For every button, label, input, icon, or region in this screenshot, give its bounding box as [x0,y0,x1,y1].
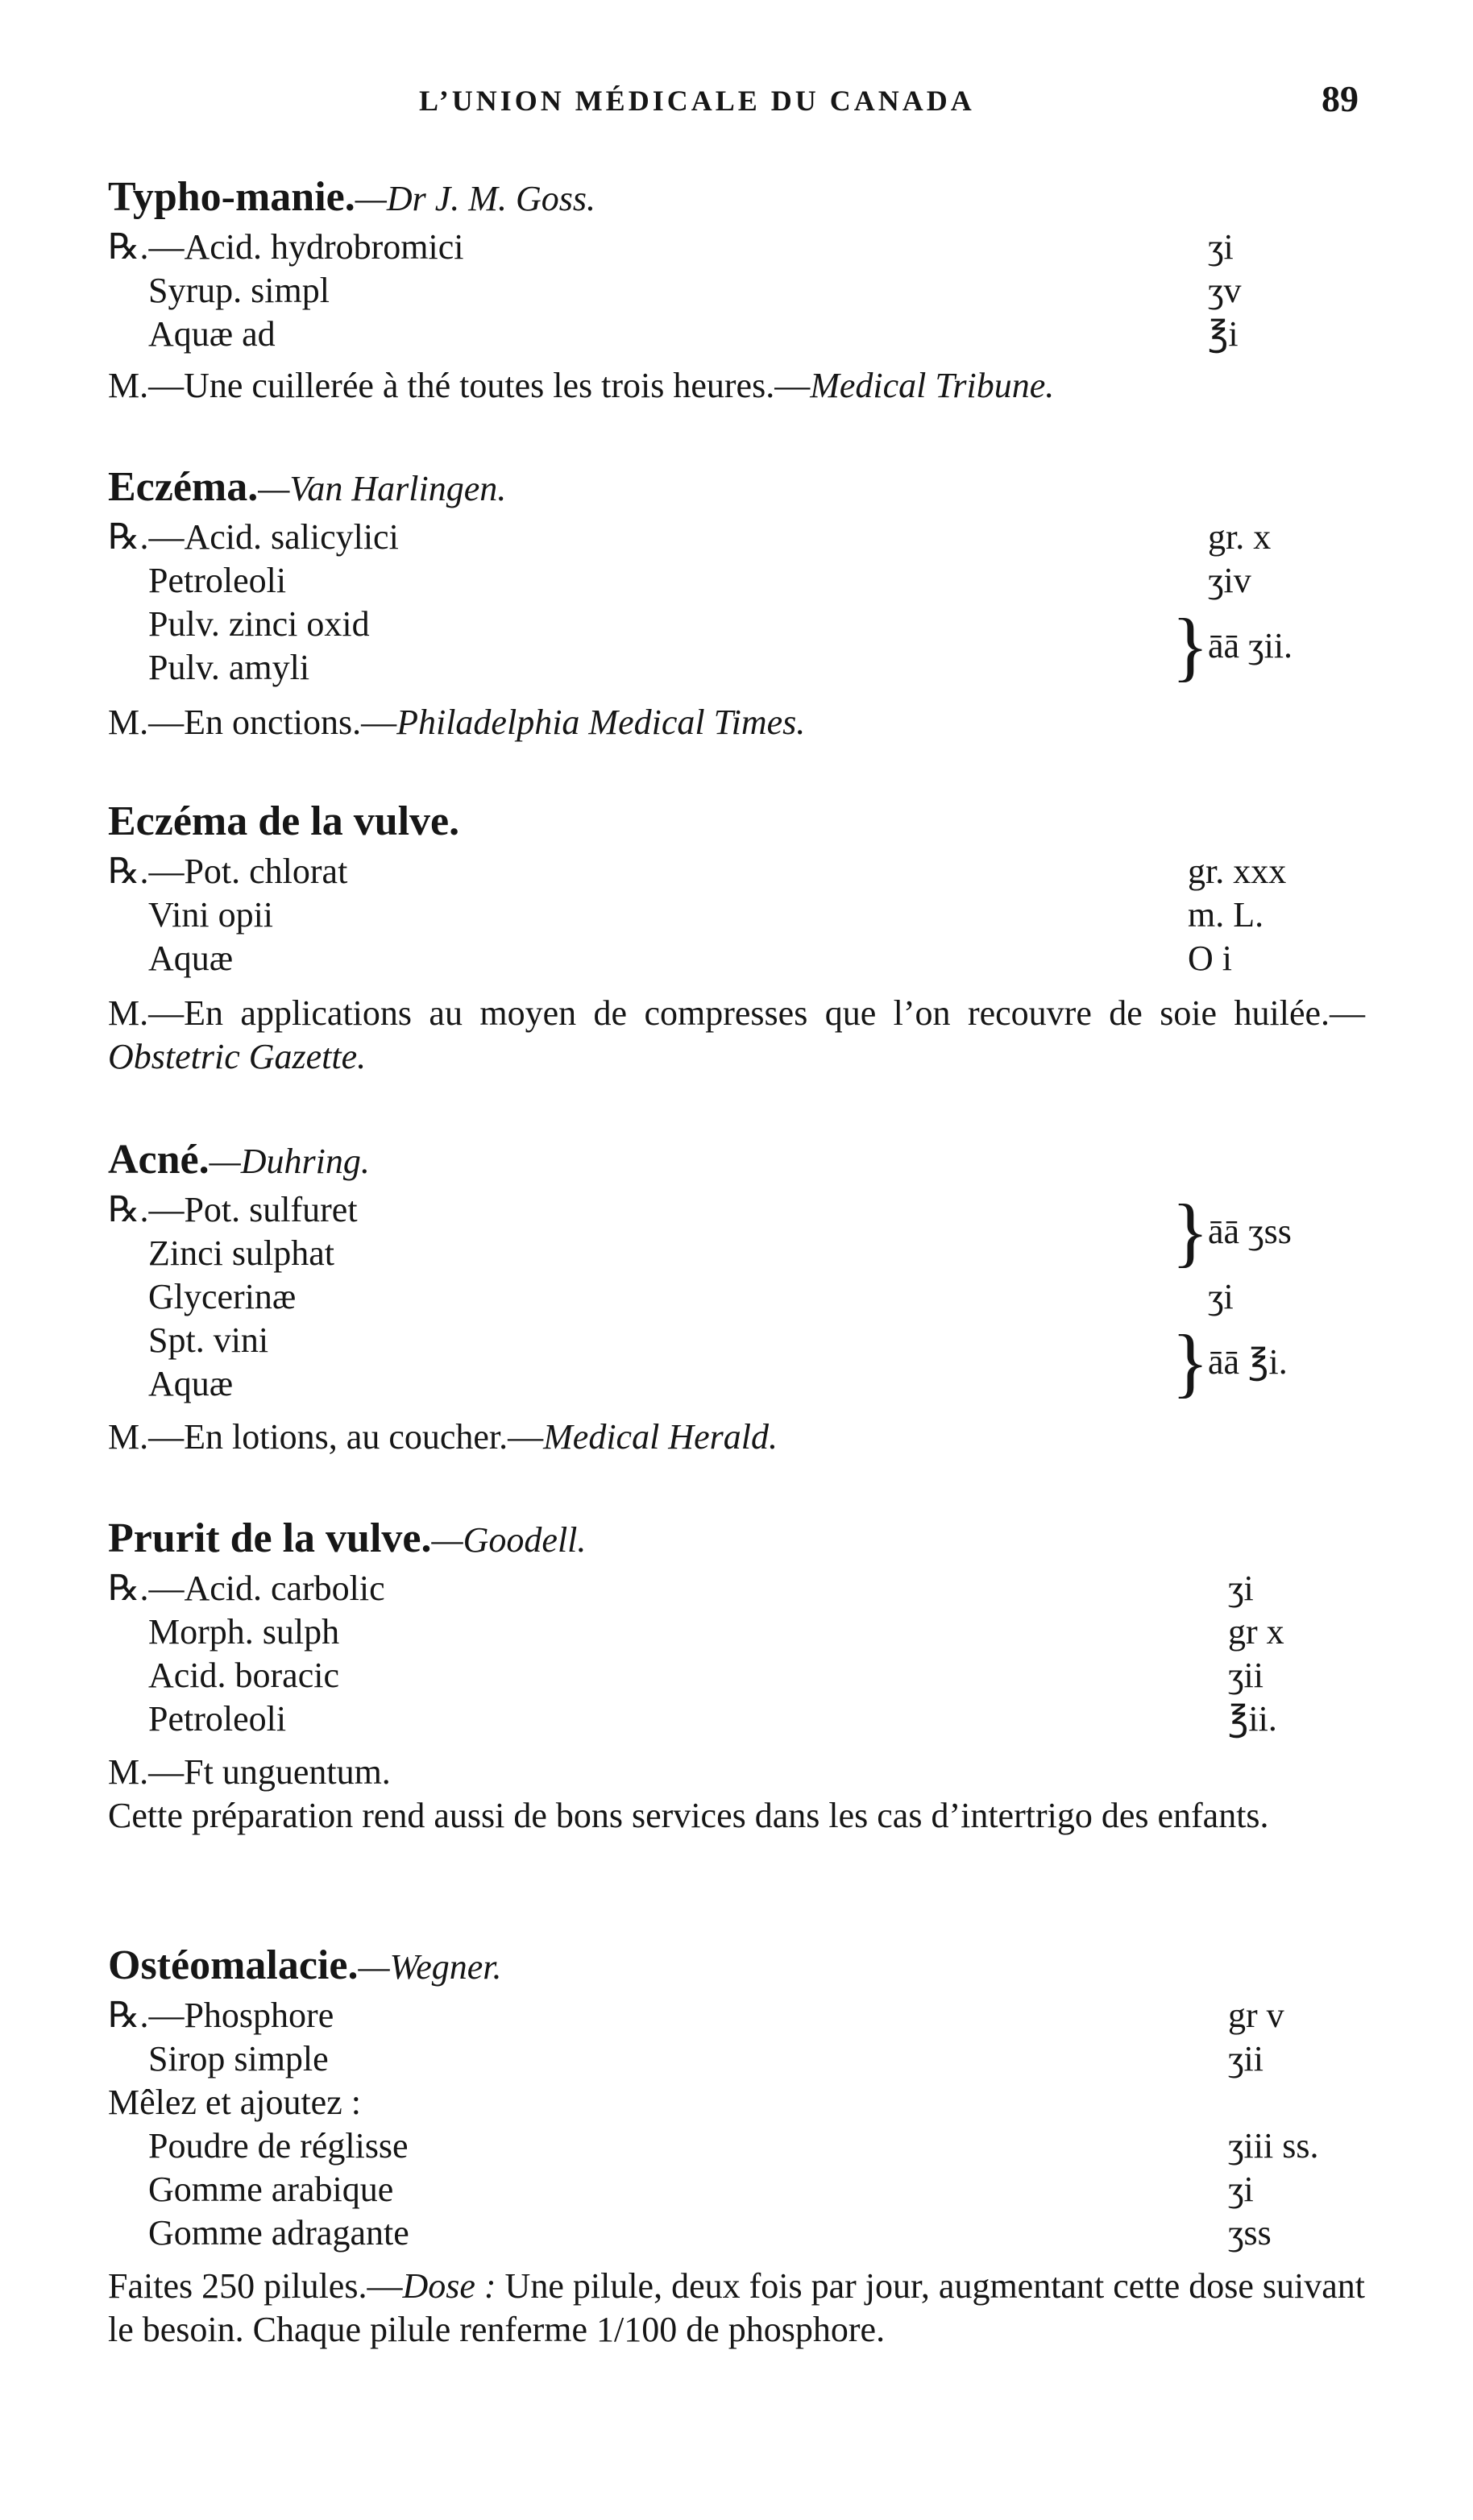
prescription-line [108,559,1365,603]
quantity: ʒii [1228,2039,1263,2079]
ingredient: ℞.—Acid. carbolic [108,1569,385,1608]
title-text: Prurit de la vulve. [108,1515,432,1561]
running-header: L’UNION MÉDICALE DU CANADA [419,85,975,117]
source: Medical Herald. [543,1417,778,1457]
quantity: ʒiii ss. [1228,2126,1319,2166]
title-text: Acné. [108,1137,210,1183]
quantity: āā ʒss [1208,1212,1292,1251]
prescription-line [108,1697,1365,1741]
prescription-line [108,850,1365,893]
section-title [108,1132,1365,1188]
quantity: ʒi [1228,1569,1254,1608]
quantity: ʒiv [1208,561,1251,600]
ingredient: Poudre de réglisse [148,2126,409,2166]
ingredient: Pulv. zinci oxid [148,604,370,644]
source: Medical Tribune. [810,366,1055,405]
prescription-line [108,313,1365,356]
prescription-line [108,893,1365,937]
instruction-text: M.—En onctions.— [108,703,397,742]
ingredient: Vini opii [148,895,274,935]
brace-group [108,603,1365,690]
prescription-line [108,269,1365,313]
section-eczema-vulve [108,794,1365,1079]
note: Cette préparation rend aussi de bons services dans les cas d’intertrigo des enfants. [108,1796,1269,1835]
instruction-text: M.—Une cuillerée à thé toutes les trois heures.— [108,366,811,405]
prescription-line [108,1275,1365,1319]
quantity: ʒi [1208,227,1234,267]
title-text: Ostéomalacie. [108,1942,359,1988]
section-title [108,169,1365,226]
ingredient: Syrup. simpl [148,271,330,310]
quantity: gr x [1228,1612,1284,1652]
ingredient: ℞.—Phosphore [108,1996,334,2035]
dose-label: Dose : [402,2266,496,2306]
brace-group [108,1319,1365,1406]
ingredient: Gomme adragante [148,2213,409,2253]
section-title [108,459,1365,516]
ingredient: Petroleoli [148,561,287,600]
quantity: ʒv [1208,271,1242,310]
title-text: Eczéma de la vulve. [108,798,460,844]
instructions: Mêlez et ajoutez : [108,2083,361,2122]
section-typho-manie [108,169,1365,408]
section-title [108,1511,1365,1567]
quantity: gr. xxx [1188,852,1287,891]
brace-icon: } [1172,603,1210,689]
prescription-line [108,226,1365,269]
author: —Dr J. M. Goss. [355,179,595,218]
prescription-line [108,2124,1365,2168]
prescription-line [108,937,1365,980]
quantity: āā ℥i. [1208,1342,1288,1382]
quantity: ʒi [1208,1277,1234,1316]
brace-group [108,1188,1365,1275]
author: —Duhring. [209,1142,370,1181]
quantity: ℥i [1208,314,1239,354]
quantity: O i [1188,939,1232,978]
quantity: ℥ii. [1228,1699,1277,1739]
final-text-b: Une pilule, deux fois par jour, augmentant cette dose suivant le besoin. Chaque pilule renferme 1/100 de phosphore. [108,2266,1365,2349]
ingredient: Morph. sulph [148,1612,340,1652]
final-text-a: Faites 250 pilules.— [108,2266,403,2306]
source: Philadelphia Medical Times. [396,703,806,742]
prescription-line [108,1567,1365,1610]
quantity: āā ʒii. [1208,626,1293,665]
prescription-line [108,1654,1365,1697]
prescription-line [108,516,1365,559]
section-acne [108,1132,1365,1459]
quantity: ʒss [1228,2213,1272,2253]
ingredient: Zinci sulphat [148,1233,334,1273]
instructions [108,364,1365,408]
instructions: M.—Ft unguentum. [108,1752,391,1792]
ingredient: Gomme arabique [148,2170,394,2209]
prescription-line [108,2211,1365,2255]
quantity: gr. x [1208,517,1272,557]
ingredient: ℞.—Pot. sulfuret [108,1190,358,1229]
ingredient: Spt. vini [148,1320,269,1360]
brace-icon: } [1172,1188,1210,1275]
instructions [108,701,1365,744]
title-text: Typho-manie. [108,174,355,220]
title-text: Eczéma. [108,464,259,510]
quantity: gr v [1228,1996,1284,2035]
author: —Van Harlingen. [258,469,507,508]
quantity: ʒii [1228,1656,1263,1695]
ingredient: ℞.—Acid. hydrobromici [108,227,464,267]
instruction-text: M.—En lotions, au coucher.— [108,1417,544,1457]
section-eczema [108,459,1365,744]
ingredient: ℞.—Acid. salicylici [108,517,399,557]
author: —Goodell. [431,1520,587,1560]
ingredient: Aquæ [148,1364,234,1403]
instructions [108,1415,1365,1459]
author: —Wegner. [358,1947,502,1987]
final-paragraph [108,2265,1365,2352]
prescription-line [108,1610,1365,1654]
page-number: 89 [1322,78,1359,119]
instruction-text: M.—En applications au moyen de compresses que l’on recouvre de soie huilée.— [108,993,1365,1033]
quantity: ʒi [1228,2170,1254,2209]
ingredient: Aquæ ad [148,314,276,354]
ingredient: Glycerinæ [148,1277,297,1316]
ingredient: Petroleoli [148,1699,287,1739]
section-title [108,794,1365,850]
ingredient: Pulv. amyli [148,648,310,687]
ingredient: ℞.—Pot. chlorat [108,852,348,891]
quantity: m. L. [1188,895,1264,935]
prescription-line [108,1994,1365,2037]
section-osteomalacie [108,1938,1365,2352]
section-prurit-vulve [108,1511,1365,1838]
instructions [108,992,1365,1079]
ingredient: Aquæ [148,939,234,978]
prescription-line [108,2168,1365,2211]
ingredient: Acid. boracic [148,1656,339,1695]
section-title [108,1938,1365,1994]
source: Obstetric Gazette. [108,1037,367,1076]
brace-icon: } [1172,1319,1210,1405]
prescription-line [108,2037,1365,2081]
ingredient: Sirop simple [148,2039,329,2079]
